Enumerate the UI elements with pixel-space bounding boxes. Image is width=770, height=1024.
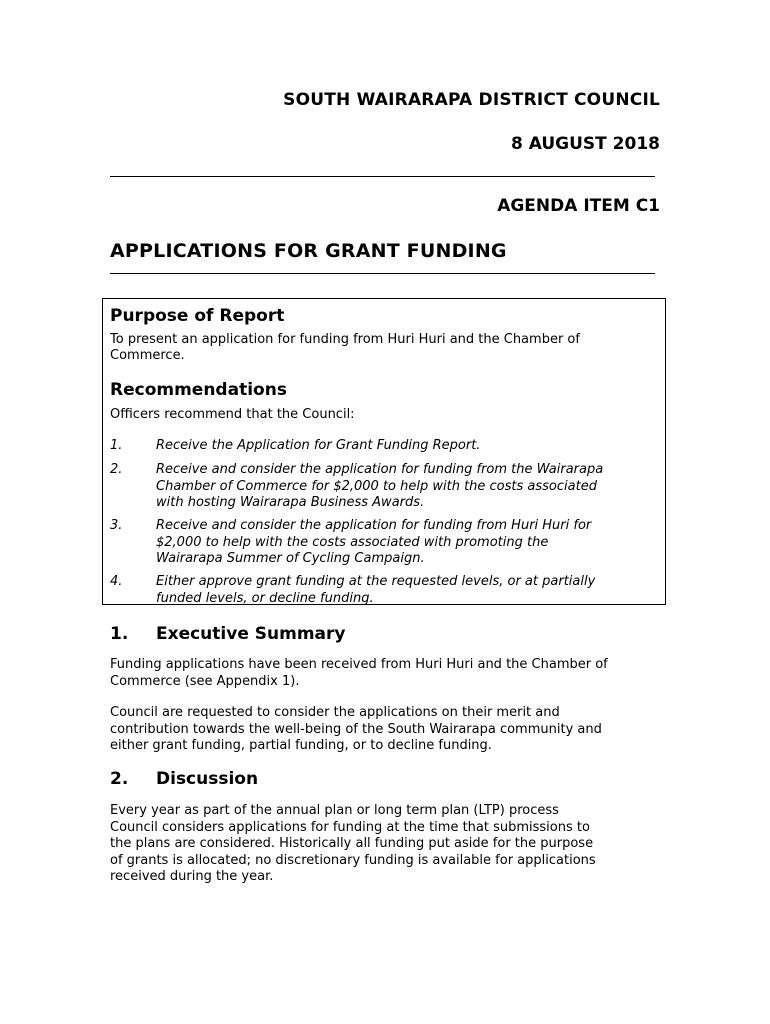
paragraph-line: Funding applications have been received from Huri Huri and the Chamber of (110, 657, 608, 672)
section-number: 2. (110, 769, 129, 789)
paragraph-line: received during the year. (110, 869, 274, 884)
recommendations-intro: Officers recommend that the Council: (110, 407, 355, 422)
recommendation-line: with hosting Wairarapa Business Awards. (156, 495, 425, 510)
recommendations-heading: Recommendations (110, 380, 287, 400)
paragraph-line: Council considers applications for funding at the time that submissions to (110, 819, 590, 835)
recommendation-line: Receive and consider the application for funding from the Wairarapa (156, 462, 604, 477)
recommendation-number: 3. (110, 518, 123, 533)
purpose-heading: Purpose of Report (110, 306, 285, 326)
purpose-text-line: To present an application for funding from Huri Huri and the Chamber of (110, 332, 580, 347)
purpose-text-line: Commerce. (110, 348, 185, 363)
section-number: 1. (110, 624, 129, 644)
paragraph-line: Commerce (see Appendix 1). (110, 673, 300, 689)
paragraph-line: contribution towards the well-being of the South Wairarapa community and (110, 721, 602, 737)
section-title: Discussion (156, 769, 259, 789)
recommendation-line: Either approve grant funding at the requested levels, or at partially (156, 574, 596, 589)
title-divider (110, 273, 655, 274)
agenda-item: AGENDA ITEM C1 (497, 196, 660, 216)
paragraph (110, 657, 660, 690)
recommendation-line: funded levels, or decline funding. (156, 590, 374, 606)
paragraph-line: Every year as part of the annual plan or long term plan (LTP) process (110, 803, 559, 818)
paragraph-line: either grant funding, partial funding, or to decline funding. (110, 738, 492, 753)
recommendation-line: Receive the Application for Grant Funding Report. (156, 438, 481, 453)
council-name: SOUTH WAIRARAPA DISTRICT COUNCIL (283, 90, 660, 110)
recommendation-line: Chamber of Commerce for $2,000 to help with the costs associated (156, 478, 597, 494)
recommendation-line: $2,000 to help with the costs associated with promoting the (156, 534, 549, 550)
meeting-date: 8 AUGUST 2018 (510, 134, 660, 154)
recommendation-line: Receive and consider the application for funding from Huri Huri for (156, 518, 592, 533)
paragraph (110, 803, 660, 886)
page-title: APPLICATIONS FOR GRANT FUNDING (110, 240, 507, 262)
recommendation-line: Wairarapa Summer of Cycling Campaign. (156, 551, 425, 566)
paragraph-line: of grants is allocated; no discretionary funding is available for applications (110, 852, 596, 868)
paragraph-line: the plans are considered. Historically all funding put aside for the purpose (110, 836, 594, 851)
header-divider (110, 176, 655, 177)
paragraph-line: Council are requested to consider the applications on their merit and (110, 705, 560, 720)
recommendation-number: 4. (110, 574, 123, 589)
section-title: Executive Summary (156, 624, 346, 644)
recommendation-number: 2. (110, 462, 123, 477)
recommendation-number: 1. (110, 438, 123, 453)
paragraph (110, 705, 660, 755)
